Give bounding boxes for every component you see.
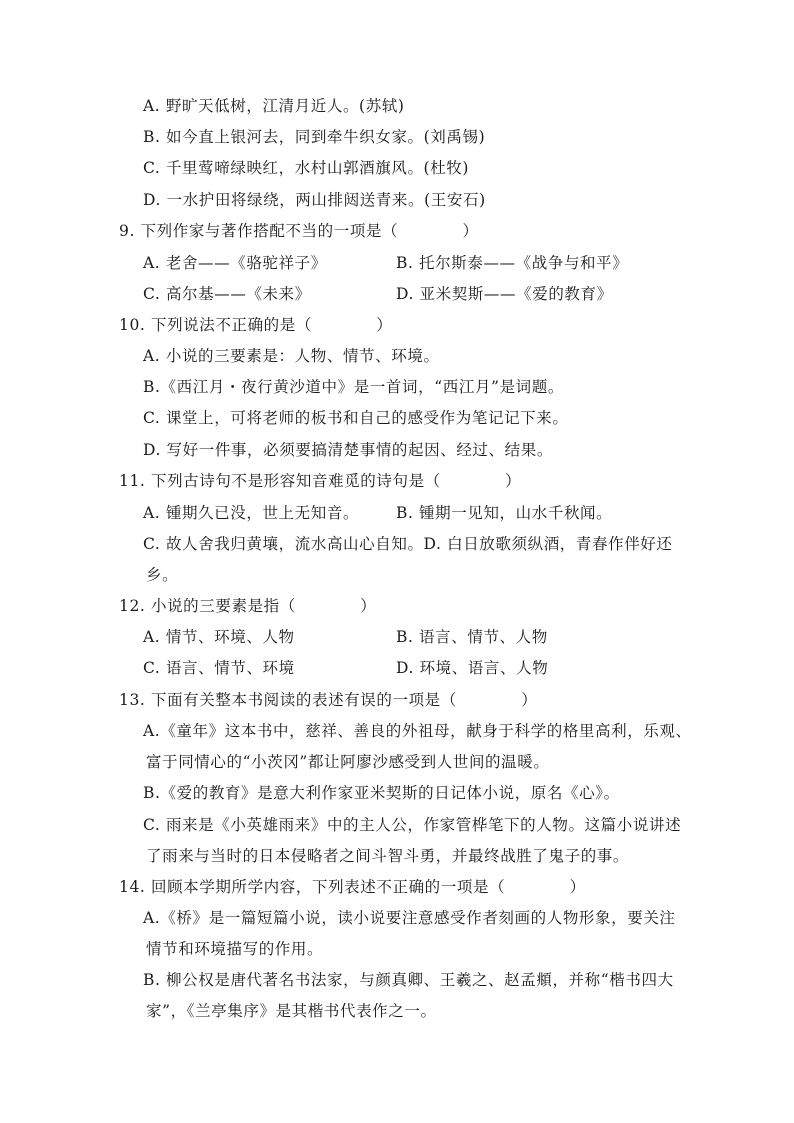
q8-option-a: A. 野旷天低树，江清月近人。(苏轼) xyxy=(143,97,405,115)
q11-option-a: A. 锺期久已没，世上无知音。 xyxy=(143,504,360,522)
q14-stem: 14. 回顾本学期所学内容，下列表述不正确的一项是（ ） xyxy=(119,878,586,896)
q11-option-d-continued: 乡。 xyxy=(146,566,179,584)
q9-stem: 9. 下列作家与著作搭配不当的一项是（ ） xyxy=(119,222,479,240)
q11-option-b: B. 锺期一见知，山水千秋闻。 xyxy=(396,504,613,522)
q12-option-a: A. 情节、环境、人物 xyxy=(143,628,295,646)
q9-option-a: A. 老舍——《骆驼祥子》 xyxy=(143,254,327,272)
q14-option-a-continued: 情节和环境描写的作用。 xyxy=(146,940,324,958)
q13-option-a-continued: 富于同情心的“小茨冈”都让阿廖沙感受到人世间的温暖。 xyxy=(146,753,550,771)
q9-option-c: C. 高尔基——《未来》 xyxy=(143,285,311,303)
q14-option-a: A.《桥》是一篇短篇小说，读小说要注意感受作者刻画的人物形象，要关注 xyxy=(143,909,676,927)
q8-option-d: D. 一水护田将绿绕，两山排闼送青来。(王安石) xyxy=(143,191,486,209)
q13-option-a: A.《童年》这本书中，慈祥、善良的外祖母，献身于科学的格里高利，乐观、 xyxy=(143,722,692,740)
q8-option-b: B. 如今直上银河去，同到牵牛织女家。(刘禹锡) xyxy=(143,128,486,146)
q11-stem: 11. 下列古诗句不是形容知音难觅的诗句是（ ） xyxy=(119,472,522,490)
q13-option-b: B.《爱的教育》是意大利作家亚米契斯的日记体小说，原名《心》。 xyxy=(143,784,620,802)
q10-option-d: D. 写好一件事，必须要搞清楚事情的起因、经过、结果。 xyxy=(143,441,553,459)
q12-option-d: D. 环境、语言、人物 xyxy=(396,659,549,677)
q12-option-c: C. 语言、情节、环境 xyxy=(143,659,295,677)
q10-option-c: C. 课堂上，可将老师的板书和自己的感受作为笔记记下来。 xyxy=(143,409,569,427)
q9-option-d: D. 亚米契斯——《爱的教育》 xyxy=(396,285,613,303)
q14-option-b: B. 柳公权是唐代著名书法家，与颜真卿、王羲之、赵孟頫，并称“楷书四大 xyxy=(143,971,674,989)
q11-option-cd: C. 故人舍我归黄壤，流水高山心自知。D. 白日放歌须纵酒，青春作伴好还 xyxy=(143,535,673,553)
q8-option-c: C. 千里莺啼绿映红，水村山郭酒旗风。(杜牧) xyxy=(143,159,470,177)
q13-option-c-continued: 了雨来与当时的日本侵略者之间斗智斗勇，并最终战胜了鬼子的事。 xyxy=(146,847,630,865)
q13-option-c: C. 雨来是《小英雄雨来》中的主人公，作家管桦笔下的人物。这篇小说讲述 xyxy=(143,816,682,834)
q10-stem: 10. 下列说法不正确的是（ ） xyxy=(119,316,393,334)
q13-stem: 13. 下面有关整本书阅读的表述有误的一项是（ ） xyxy=(119,691,538,709)
q10-option-b: B.《西江月・夜行黄沙道中》是一首词，“西江月”是词题。 xyxy=(143,378,564,396)
q10-option-a: A. 小说的三要素是：人物、情节、环境。 xyxy=(143,347,440,365)
q12-option-b: B. 语言、情节、人物 xyxy=(396,628,548,646)
q12-stem: 12. 小说的三要素是指（ ） xyxy=(119,597,377,615)
q9-option-b: B. 托尔斯泰——《战争与和平》 xyxy=(396,254,629,272)
q14-option-b-continued: 家”，《兰亭集序》是其楷书代表作之一。 xyxy=(146,1002,437,1020)
